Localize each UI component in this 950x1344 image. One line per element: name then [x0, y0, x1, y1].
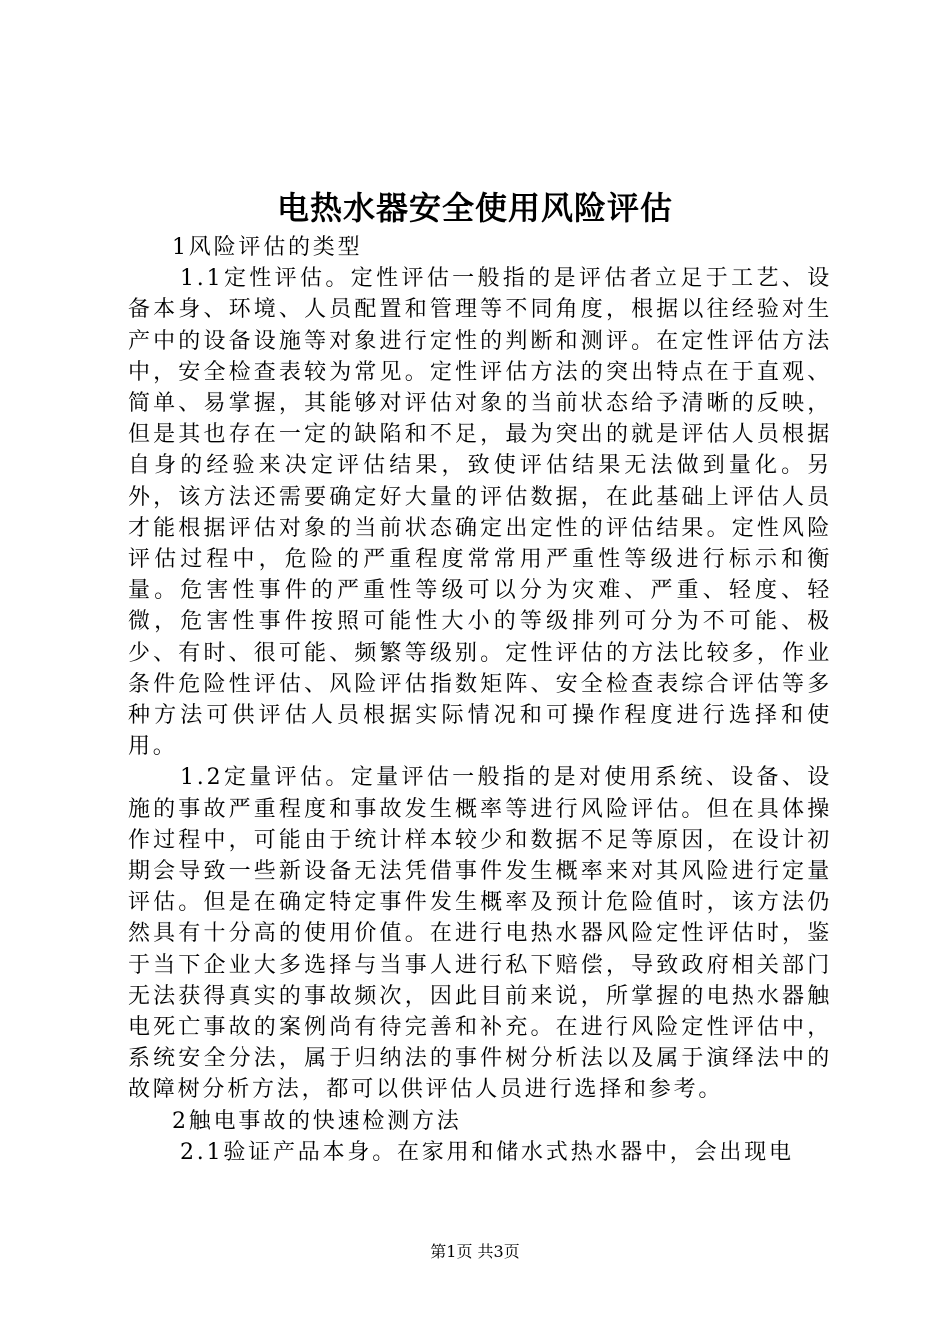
- document-body: [128, 232, 832, 1168]
- page-footer: 第1页 共3页: [430, 1242, 520, 1261]
- paragraph-1-2: 1.2定量评估。定量评估一般指的是对使用系统、设备、设施的事故严重程度和事故发生概率等进行风险评估。但在具体操作过程中，可能由于统计样本较少和数据不足等原因，在设计初期会导致一些新设备无法凭借事件发生概率来对其风险进行定量评估。但是在确定特定事件发生概率及预计危险值时，该方法仍然具有十分高的使用价值。在进行电热水器风险定性评估时，鉴于当下企业大多选择与当事人进行私下赔偿，导致政府相关部门无法获得真实的事故频次，因此目前来说，所掌握的电热水器触电死亡事故的案例尚有待完善和补充。在进行风险定性评估中，系统安全分法，属于归纳法的事件树分析法以及属于演绎法中的故障树分析方法，都可以供评估人员进行选择和参考。: [128, 765, 832, 1103]
- section-heading-1: 1风险评估的类型: [172, 235, 363, 260]
- section-heading-2: 2触电事故的快速检测方法: [172, 1108, 462, 1134]
- paragraph-1-1: 1.1定性评估。定性评估一般指的是评估者立足于工艺、设备本身、环境、人员配置和管理等不同角度，根据以往经验对生产中的设备设施等对象进行定性的判断和测评。在定性评估方法中，安全检查表较为常见。定性评估方法的突出特点在于直观、简单、易掌握，其能够对评估对象的当前状态给予清晰的反映，但是其也存在一定的缺陷和不足，最为突出的就是评估人员根据自身的经验来决定评估结果，致使评估结果无法做到量化。另外，该方法还需要确定好大量的评估数据，在此基础上评估人员才能根据评估对象的当前状态确定出定性的评估结果。定性风险评估过程中，危险的严重程度常常用严重性等级进行标示和衡量。危害性事件的严重性等级可以分为灾难、严重、轻度、轻微，危害性事件按照可能性大小的等级排列可分为不可能、极少、有时、很可能、频繁等级别。定性评估的方法比较多，作业条件危险性评估、风险评估指数矩阵、安全检查表综合评估等多种方法可供评估人员根据实际情况和可操作程度进行选择和使用。: [128, 266, 832, 760]
- paragraph-2-1: 2.1验证产品本身。在家用和储水式热水器中，会出现电: [180, 1139, 794, 1165]
- document-title: 电热水器安全使用风险评估: [276, 189, 673, 227]
